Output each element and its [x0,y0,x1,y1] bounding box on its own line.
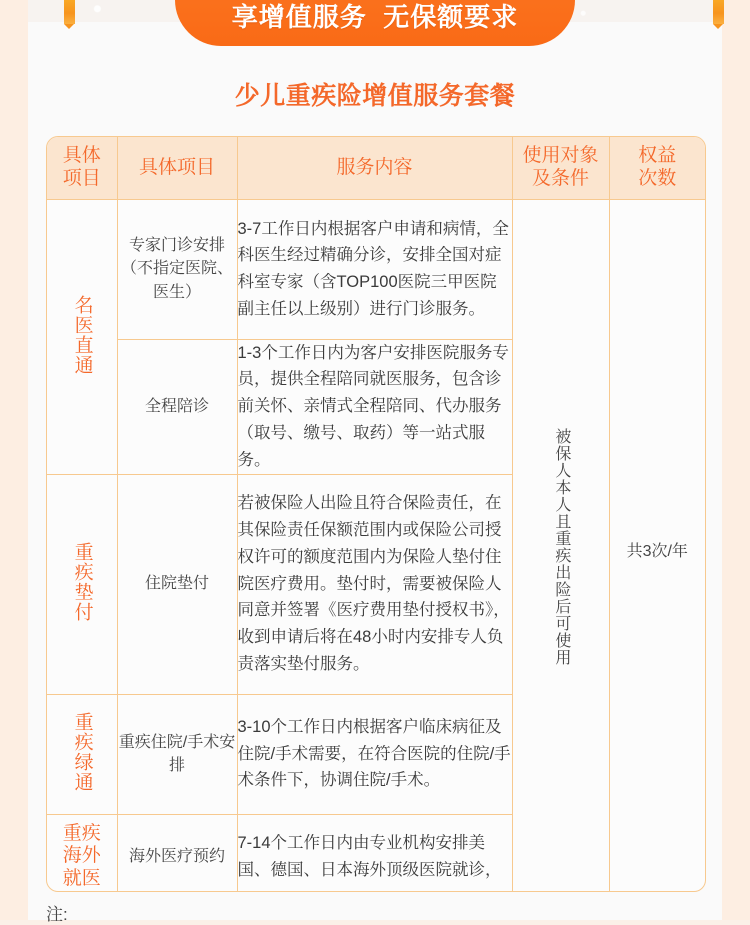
header-cell-category [47,137,117,199]
cell-category [47,694,117,814]
cell-description: 若被保险人出险且符合保险责任，在其保险责任保额范围内或保险公司授权许可的额度范围内为保险人垫付住院医疗费用。垫付时，需要被保险人同意并签署《医疗费用垫付授权书》，收到申请后将在48小时内安排专人负责落实垫付服务。 [237,474,512,694]
header-category-line2: 项目 [62,167,101,189]
header-condition-line1: 使用对象 [522,145,599,167]
category-label: 重疾绿通 [71,712,93,792]
header-cell-content: 服务内容 [237,137,512,199]
header-cell-condition [512,137,609,199]
footnote-label: 注: [46,905,68,924]
cell-item: 海外医疗预约 [117,814,237,892]
category-label: 名医直通 [71,294,93,375]
cell-description: 3-7工作日内根据客户申请和病情，全科医生经过精确分诊，安排全国对症科室专家（含TOP100医院三甲医院副主任以上级别）进行门诊服务。 [237,199,512,339]
cell-description: 3-10个工作日内根据客户临床病征及住院/手术需要，在符合医院的住院/手术条件下，协调住院/手术。 [237,694,512,814]
header-category-line1: 具体 [62,145,101,167]
category-label: 重疾垫付 [71,542,93,622]
ribbon-left-decoration [64,0,75,24]
header-times-line1: 权益 [638,145,677,167]
header-times-line2: 次数 [638,167,677,189]
table-row [47,199,705,339]
cell-item: 专家门诊安排（不指定医院、医生） [117,199,237,339]
header-condition-line2: 及条件 [531,167,589,189]
condition-label: 被保人本人且重疾出险后可使用 [552,428,570,666]
cell-item: 全程陪诊 [117,339,237,474]
service-package-table [46,136,706,892]
cell-category [47,199,117,474]
cell-category [47,474,117,694]
cell-condition [512,199,609,892]
cell-description: 7-14个工作日内由专业机构安排美国、德国、日本海外顶级医院就诊， [237,814,512,892]
table-body [47,199,705,892]
promo-banner-text: 享增值服务 无保额要求 [231,2,519,32]
table-header-row [47,137,705,199]
cell-description: 1-3个工作日内为客户安排医院服务专员，提供全程陪同就医服务，包含诊前关怀、亲情式全程陪同、代办服务（取号、缴号、取药）等一站式服务。 [237,339,512,474]
table-header [47,137,705,199]
header-cell-times [609,137,705,199]
ribbon-right-decoration [713,0,724,24]
cell-item: 重疾住院/手术安排 [117,694,237,814]
cell-times: 共3次/年 [609,199,705,892]
category-label: 重疾海外就医 [62,822,101,890]
header-cell-item: 具体项目 [117,137,237,199]
service-table [47,137,705,892]
cell-category [47,814,117,892]
cell-item: 住院垫付 [117,474,237,694]
promo-banner [175,0,575,46]
page-title: 少儿重疾险增值服务套餐 [234,82,516,110]
